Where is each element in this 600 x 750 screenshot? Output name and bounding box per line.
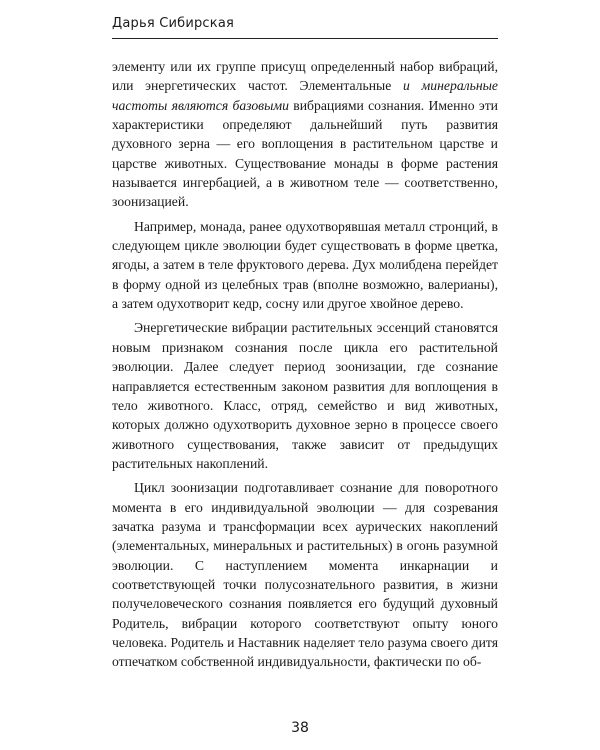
paragraph-4	[112, 478, 498, 671]
body-text	[112, 57, 498, 672]
paragraph-1-text-a: элементу или их группе присущ определенный набор вибраций, или энергетических частот. Элементальные	[112, 59, 498, 94]
paragraph-1-text-b: вибрациями сознания. Именно эти характеристики определяют дальнейший путь развития духовного зерна — его воплощения в растительном царстве и царстве животных. Существование монады в форме растения называется ингербацией, а в животном теле — соответственно, зоонизацией.	[112, 97, 498, 210]
paragraph-2	[112, 217, 498, 314]
paragraph-3	[112, 318, 498, 473]
running-header	[112, 14, 498, 39]
paragraph-4-text: Цикл зоонизации подготавливает сознание для поворотного момента в его индивидуальной эволюции — для созревания зачатка разума и трансформации всех аурических накоплений (элементальных, минеральных и растительных) в огонь разумной эволюции. С наступлением момента инкарнации и соответствующей точки полусознательного развития, в жизни получеловеческого сознания появляется его будущий духовный Родитель, вибрации которого соответствуют опыту юного человека. Родитель и Наставник наделяет тело разума своего дитя отпечатком собственной индивидуальности, фактически по об-	[112, 480, 498, 670]
paragraph-1-italic-text: и минеральные частоты являются базовыми	[112, 78, 498, 113]
paragraph-1	[112, 57, 498, 212]
page-number: 38	[291, 720, 309, 736]
author-name: Дарья Сибирская	[112, 16, 235, 31]
paragraph-2-text: Например, монада, ранее одухотворявшая металл стронций, в следующем цикле эволюции будет существовать в форме цветка, ягоды, а затем в теле фруктового дерева. Дух молибдена перейдет в форму одной из целебных трав (вполне возможно, валерианы), а затем одухотворит кедр, сосну или другое хвойное дерево.	[112, 218, 498, 312]
paragraph-3-text: Энергетические вибрации растительных эссенций становятся новым признаком сознания после цикла его растительной эволюции. Далее следует период зоонизации, где сознание направляется естественным законом развития для воплощения в тело животного. Класс, отряд, семейство и вид животных, которых должно одухотворить духовное зерно в процессе своего животного существования, также зависит от предыдущих растительных накоплений.	[112, 320, 498, 471]
